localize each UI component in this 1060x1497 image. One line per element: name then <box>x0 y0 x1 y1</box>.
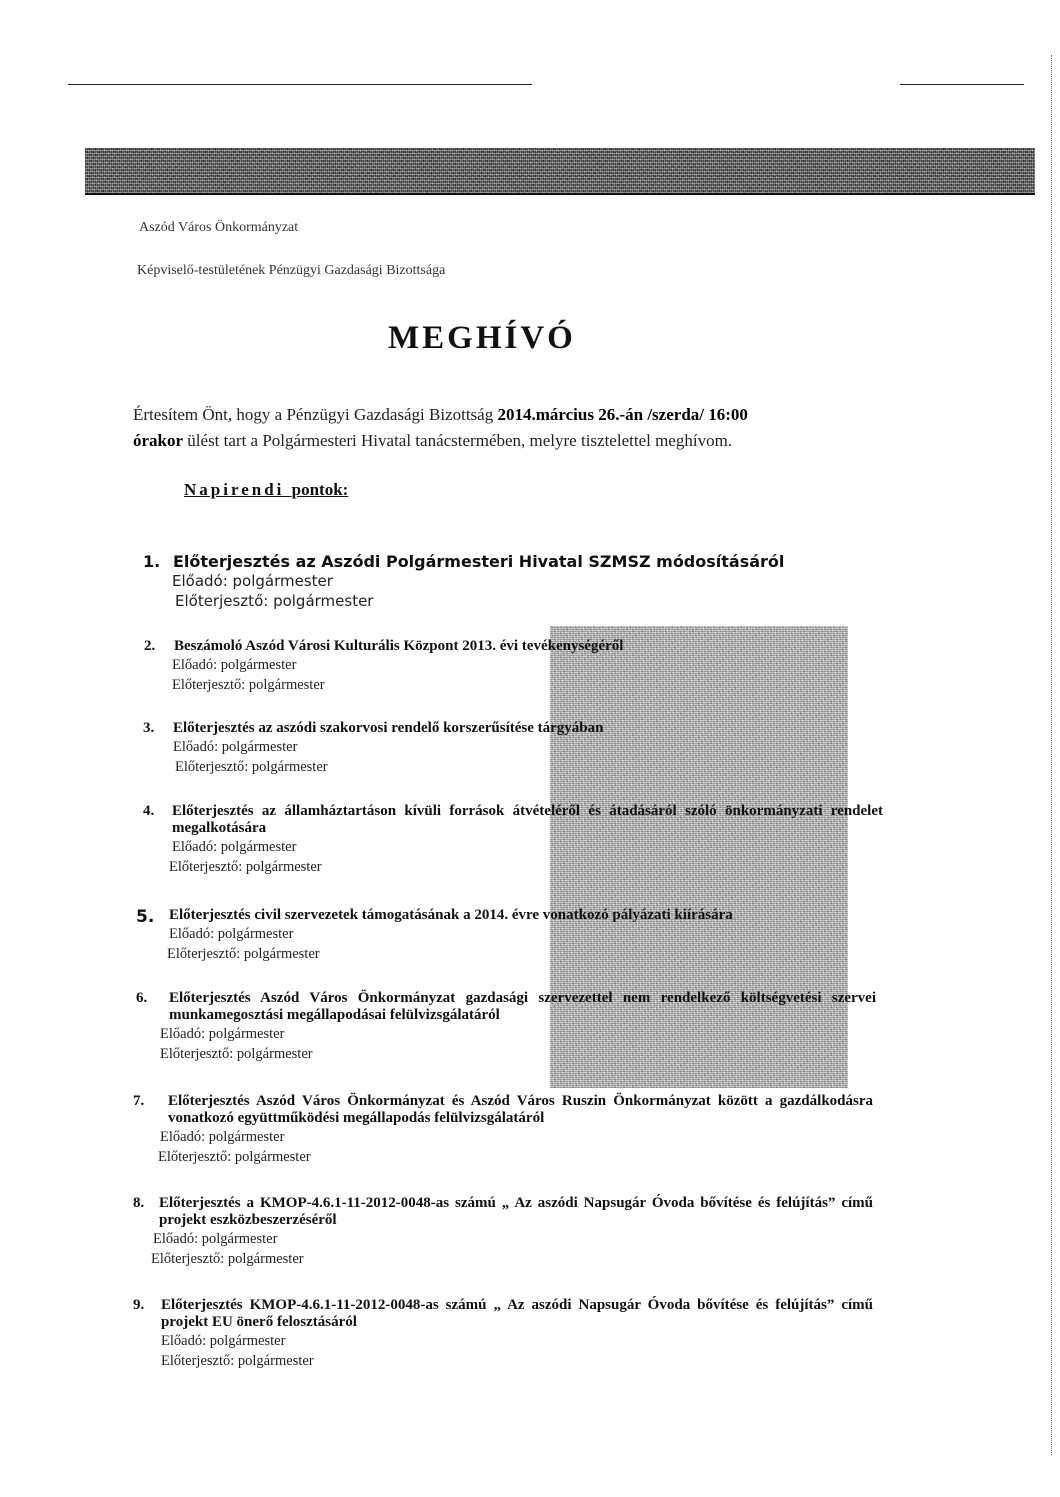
item-presenter: Előadó: polgármester <box>160 1026 285 1042</box>
item-presenter: Előadó: polgármester <box>169 926 294 942</box>
agenda-item-5 <box>136 907 876 964</box>
agenda-item-4 <box>143 803 883 877</box>
top-rule-left <box>68 84 160 85</box>
agenda-item-2 <box>144 638 884 695</box>
agenda-heading-rest: pontok: <box>291 480 349 499</box>
item-number: 6. <box>136 990 148 1006</box>
item-proposer: Előterjesztő: polgármester <box>160 1046 313 1062</box>
item-proposer: Előterjesztő: polgármester <box>175 592 374 610</box>
item-presenter: Előadó: polgármester <box>153 1231 278 1247</box>
item-number: 7. <box>133 1093 145 1109</box>
item-proposer: Előterjesztő: polgármester <box>172 677 325 693</box>
item-title: Előterjesztés az államháztartáson kívüli források átvételéről és átadásáról szóló önkormányzati rendelet megalkotására <box>172 803 883 836</box>
meeting-date: 2014.március 26.-án /szerda/ 16:00 <box>497 405 748 424</box>
item-proposer: Előterjesztő: polgármester <box>151 1251 304 1267</box>
item-number: 1. <box>143 552 161 571</box>
agenda-heading <box>184 480 348 500</box>
agenda-item-8 <box>133 1195 873 1269</box>
top-rule-center <box>160 84 532 85</box>
invitation-text <box>133 402 893 454</box>
item-number: 8. <box>133 1195 145 1211</box>
agenda-heading-spaced: Napirendi <box>184 480 292 499</box>
item-presenter: Előadó: polgármester <box>161 1333 286 1349</box>
item-presenter: Előadó: polgármester <box>172 657 297 673</box>
meeting-time-suffix: órakor <box>133 431 184 450</box>
item-proposer: Előterjesztő: polgármester <box>161 1353 314 1369</box>
agenda-item-6 <box>136 990 876 1064</box>
item-title: Előterjesztés civil szervezetek támogatásának a 2014. évre vonatkozó pályázati kiírására <box>169 907 733 923</box>
top-rule-right <box>900 84 1024 85</box>
item-proposer: Előterjesztő: polgármester <box>158 1149 311 1165</box>
agenda-item-9 <box>133 1297 873 1371</box>
item-title: Előterjesztés KMOP-4.6.1-11-2012-0048-as számú „ Az aszódi Napsugár Óvoda bővítése és felújítás” című projekt EU önerő felosztásáról <box>161 1297 873 1330</box>
intro-part1: Értesítem Önt, hogy a Pénzügyi Gazdasági Bizottság <box>133 405 498 424</box>
item-title: Beszámoló Aszód Városi Kulturális Központ 2013. évi tevékenységéről <box>174 638 624 654</box>
item-number: 2. <box>144 638 156 654</box>
letterhead-bar <box>85 148 1035 195</box>
item-title: Előterjesztés Aszód Város Önkormányzat és Aszód Város Ruszin Önkormányzat között a gazdálkodásra vonatkozó együttműködési megállapodás felülvizsgálatáról <box>168 1093 873 1126</box>
committee-name: Képviselő-testületének Pénzügyi Gazdasági Bizottsága <box>137 263 446 278</box>
agenda-item-1 <box>143 552 883 611</box>
item-title: Előterjesztés a KMOP-4.6.1-11-2012-0048-as számú „ Az aszódi Napsugár Óvoda bővítése és felújítás” című projekt eszközbeszerzéséről <box>159 1195 873 1228</box>
scan-edge <box>1051 55 1052 1455</box>
agenda-item-3 <box>143 720 883 777</box>
item-number: 5. <box>136 907 155 927</box>
organization-name: Aszód Város Önkormányzat <box>139 220 299 235</box>
item-proposer: Előterjesztő: polgármester <box>175 759 328 775</box>
item-presenter: Előadó: polgármester <box>172 839 297 855</box>
item-proposer: Előterjesztő: polgármester <box>167 946 320 962</box>
item-number: 3. <box>143 720 155 736</box>
item-title: Előterjesztés Aszód Város Önkormányzat gazdasági szervezettel nem rendelkező költségvetési szervei munkamegosztási megállapodásai felülvizsgálatáról <box>169 990 876 1023</box>
page-title: MEGHÍVÓ <box>388 320 576 356</box>
item-number: 9. <box>133 1297 145 1313</box>
item-number: 4. <box>143 803 155 819</box>
item-presenter: Előadó: polgármester <box>172 572 333 590</box>
item-presenter: Előadó: polgármester <box>173 739 298 755</box>
item-proposer: Előterjesztő: polgármester <box>169 859 322 875</box>
agenda-item-7 <box>133 1093 873 1167</box>
item-title: Előterjesztés az aszódi szakorvosi rendelő korszerűsítése tárgyában <box>173 720 604 736</box>
intro-part2: ülést tart a Polgármesteri Hivatal tanácstermében, melyre tisztelettel meghívom. <box>183 431 733 450</box>
item-title: Előterjesztés az Aszódi Polgármesteri Hivatal SZMSZ módosításáról <box>173 552 785 571</box>
item-presenter: Előadó: polgármester <box>160 1129 285 1145</box>
